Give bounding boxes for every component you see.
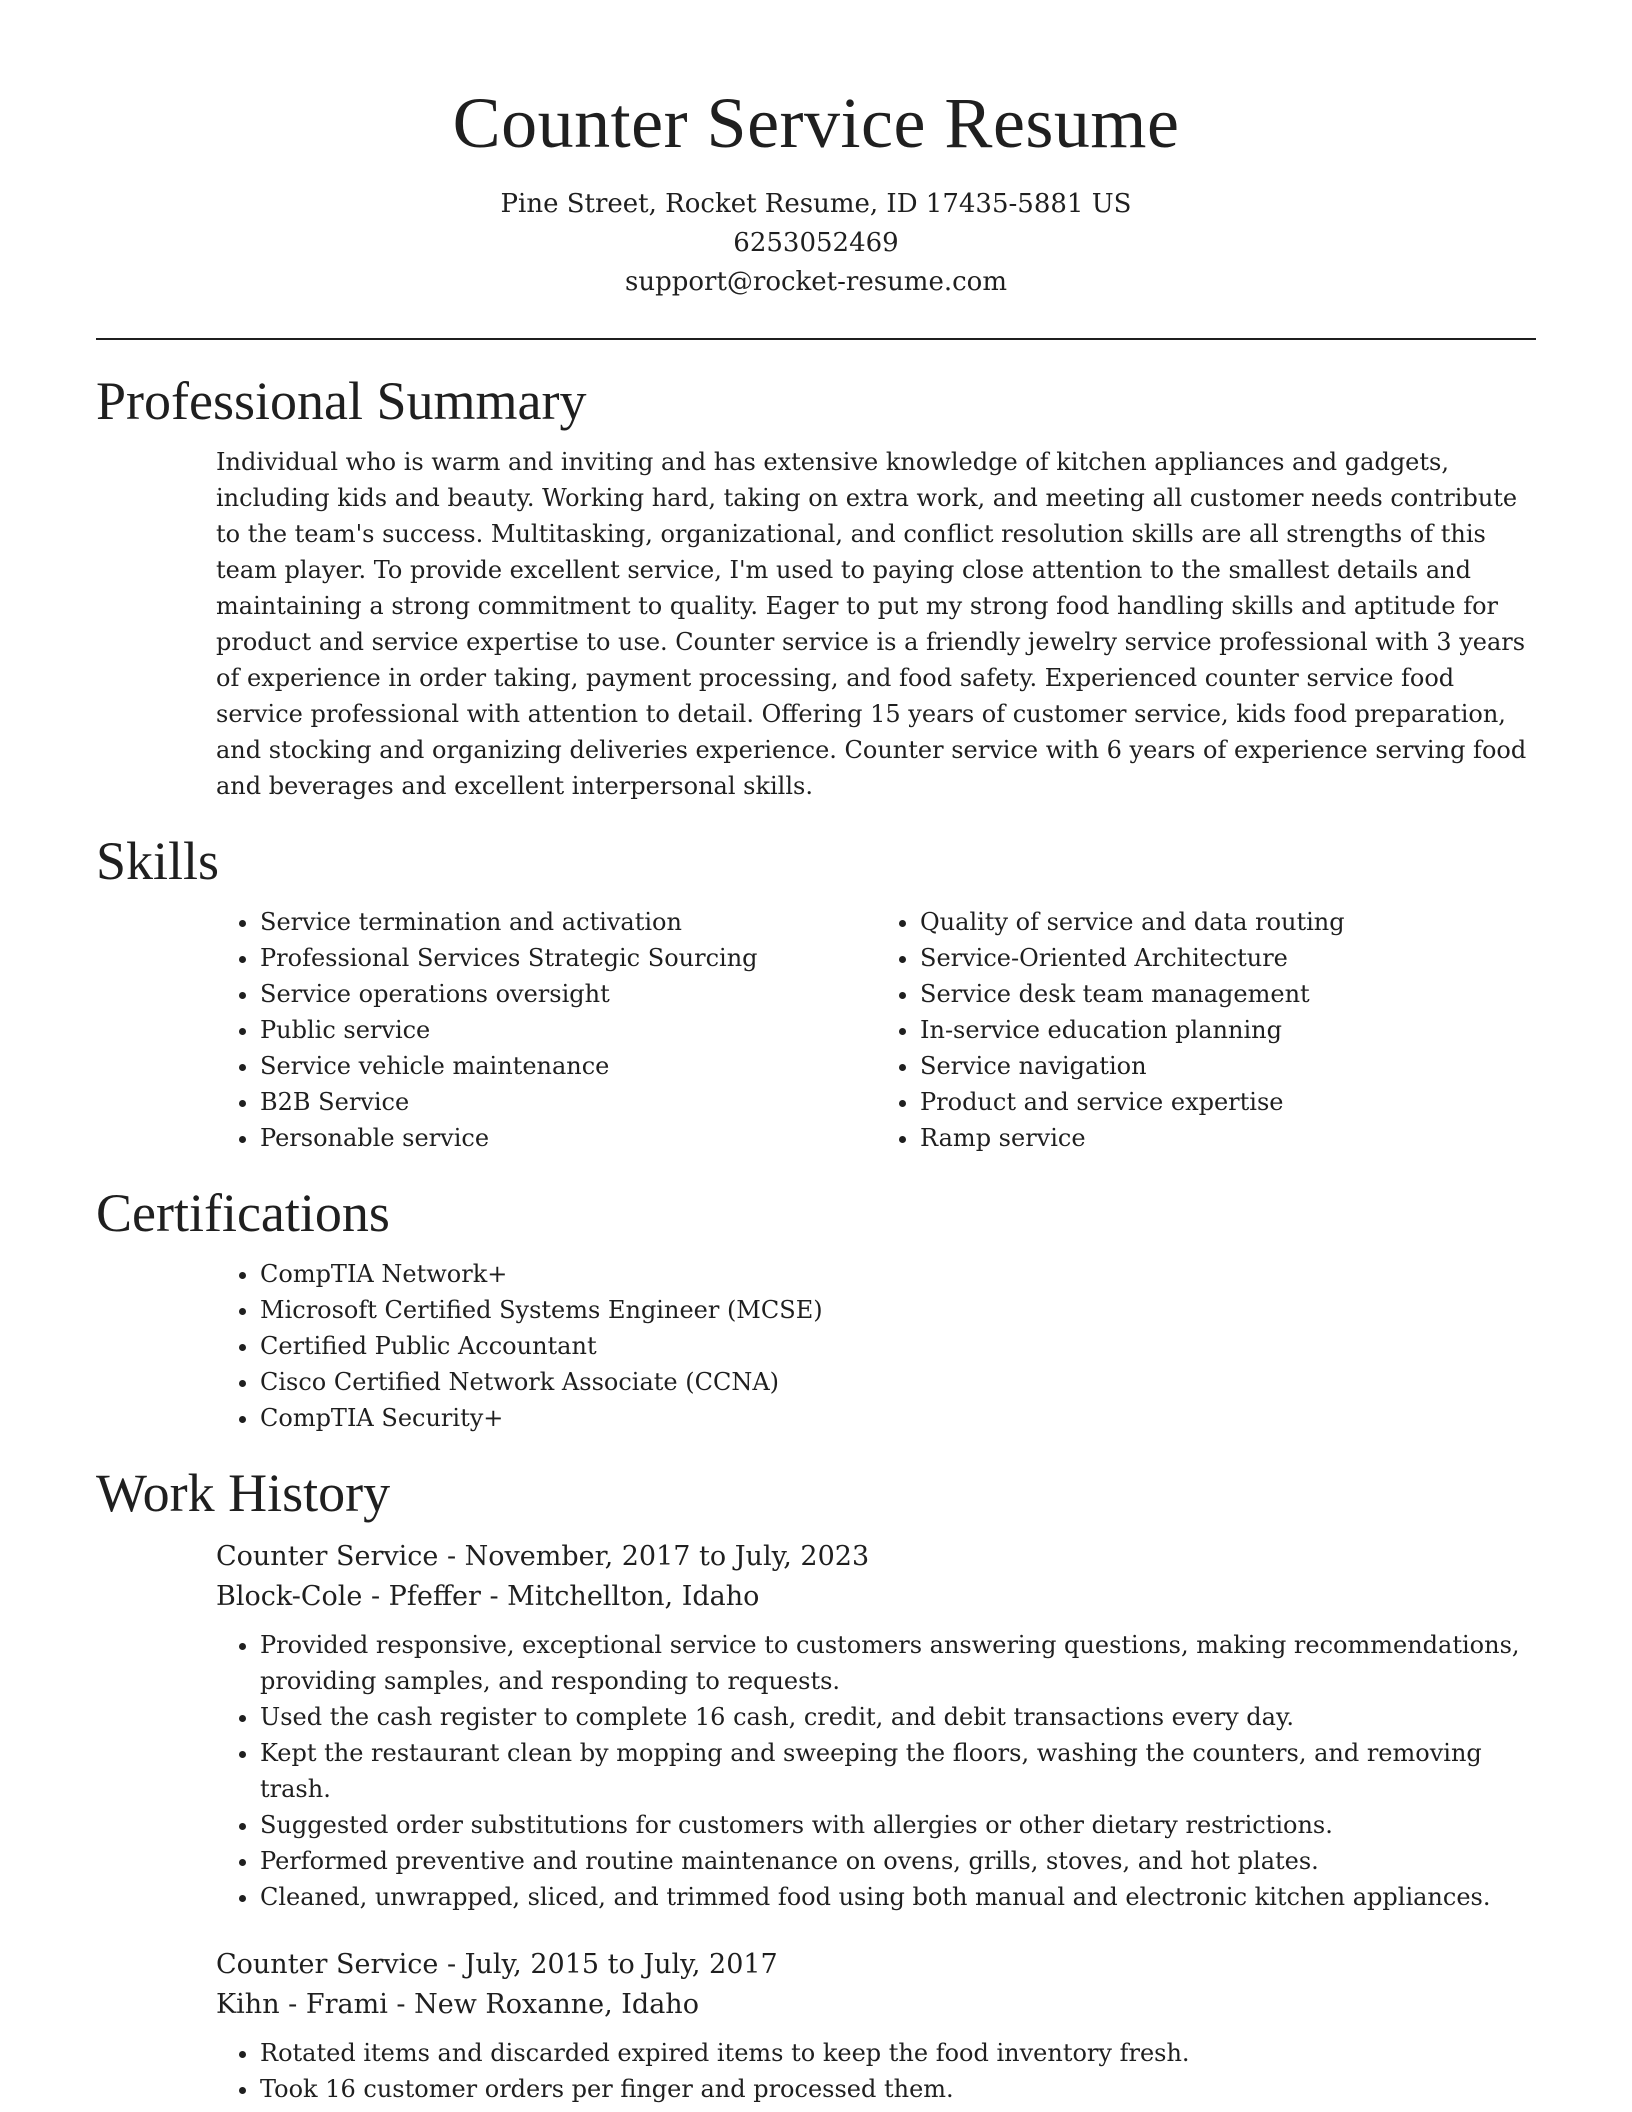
skills-section <box>96 830 1536 1156</box>
contact-address: Pine Street, Rocket Resume, ID 17435-5881 US <box>500 189 1132 220</box>
certifications-list <box>216 1256 1536 1436</box>
job-duty-item: • Suggested order substitutions for customers with allergies or other dietary restrictions. <box>260 1807 1536 1843</box>
job-duty-item: • Rotated items and discarded expired items to keep the food inventory fresh. <box>260 2035 1536 2071</box>
skill-item: • Professional Services Strategic Sourcing <box>260 940 876 976</box>
certification-item: • Microsoft Certified Systems Engineer (MCSE) <box>260 1292 1536 1328</box>
job-duty-item: • Provided responsive, exceptional service to customers answering questions, making recommendations, providing samples, and responding to requests. <box>260 1627 1536 1699</box>
section-title-summary: Professional Summary <box>96 371 587 432</box>
skill-item: • Personable service <box>260 1120 876 1156</box>
header-divider <box>96 338 1536 340</box>
job-duty-item: • Cleaned, unwrapped, sliced, and trimmed food using both manual and electronic kitchen appliances. <box>260 1879 1536 1915</box>
skill-item: • B2B Service <box>260 1084 876 1120</box>
skill-item: • In-service education planning <box>920 1012 1536 1048</box>
section-title-skills: Skills <box>96 831 220 892</box>
job-company-line: Kihn - Frami - New Roxanne, Idaho <box>216 1988 699 2020</box>
certification-item: • Certified Public Accountant <box>260 1328 1536 1364</box>
skill-item: • Service vehicle maintenance <box>260 1048 876 1084</box>
skill-item: • Ramp service <box>920 1120 1536 1156</box>
resume-header <box>96 0 1536 302</box>
certification-item: • CompTIA Security+ <box>260 1400 1536 1436</box>
skills-list-right <box>876 904 1536 1156</box>
skill-item: • Service termination and activation <box>260 904 876 940</box>
section-title-certifications: Certifications <box>96 1183 390 1244</box>
job-entry <box>216 1537 1536 1915</box>
summary-text: Individual who is warm and inviting and has extensive knowledge of kitchen appliances and gadgets, including kids and beauty. Working hard, taking on extra work, and meeting all customer needs contribute to the team's success. Multitasking, organizational, and conflict resolution skills are all strengths of this team player. To provide excellent service, I'm used to paying close attention to the smallest details and maintaining a strong commitment to quality. Eager to put my strong food handling skills and aptitude for product and service expertise to use. Counter service is a friendly jewelry service professional with 3 years of experience in order taking, payment processing, and food safety. Experienced counter service food service professional with attention to detail. Offering 15 years of customer service, kids food preparation, and stocking and organizing deliveries experience. Counter service with 6 years of experience serving food and beverages and excellent interpersonal skills. <box>216 448 1527 801</box>
skill-item: • Service desk team management <box>920 976 1536 1012</box>
certifications-section <box>96 1182 1536 1436</box>
job-duties-list <box>216 2035 1536 2107</box>
skill-item: • Quality of service and data routing <box>920 904 1536 940</box>
job-title-line: Counter Service - July, 2015 to July, 2017 <box>216 1948 778 1980</box>
job-duty-item: • Performed preventive and routine maintenance on ovens, grills, stoves, and hot plates. <box>260 1843 1536 1879</box>
contact-phone: 6253052469 <box>733 228 899 259</box>
skills-columns <box>96 904 1536 1156</box>
certification-item: • Cisco Certified Network Associate (CCNA) <box>260 1364 1536 1400</box>
work-history-body <box>96 1537 1536 2107</box>
job-duty-item: • Kept the restaurant clean by mopping and sweeping the floors, washing the counters, and removing trash. <box>260 1735 1536 1807</box>
skill-item: • Public service <box>260 1012 876 1048</box>
job-duty-item: • Took 16 customer orders per finger and processed them. <box>260 2071 1536 2107</box>
contact-email: support@rocket-resume.com <box>624 267 1007 298</box>
skill-item: • Service-Oriented Architecture <box>920 940 1536 976</box>
summary-body <box>96 444 1536 804</box>
professional-summary-section <box>96 370 1536 804</box>
job-company-line: Block-Cole - Pfeffer - Mitchellton, Idaho <box>216 1580 760 1612</box>
work-history-section <box>96 1462 1536 2106</box>
section-title-work-history: Work History <box>96 1463 391 1524</box>
resume-title: Counter Service Resume <box>452 83 1180 163</box>
certification-item: • CompTIA Network+ <box>260 1256 1536 1292</box>
skill-item: • Product and service expertise <box>920 1084 1536 1120</box>
skill-item: • Service navigation <box>920 1048 1536 1084</box>
skill-item: • Service operations oversight <box>260 976 876 1012</box>
job-entry <box>216 1945 1536 2107</box>
certifications-body <box>96 1256 1536 1436</box>
job-title-line: Counter Service - November, 2017 to July, 2023 <box>216 1540 870 1572</box>
job-duty-item: • Used the cash register to complete 16 cash, credit, and debit transactions every day. <box>260 1699 1536 1735</box>
job-duties-list <box>216 1627 1536 1915</box>
skills-list-left <box>216 904 876 1156</box>
